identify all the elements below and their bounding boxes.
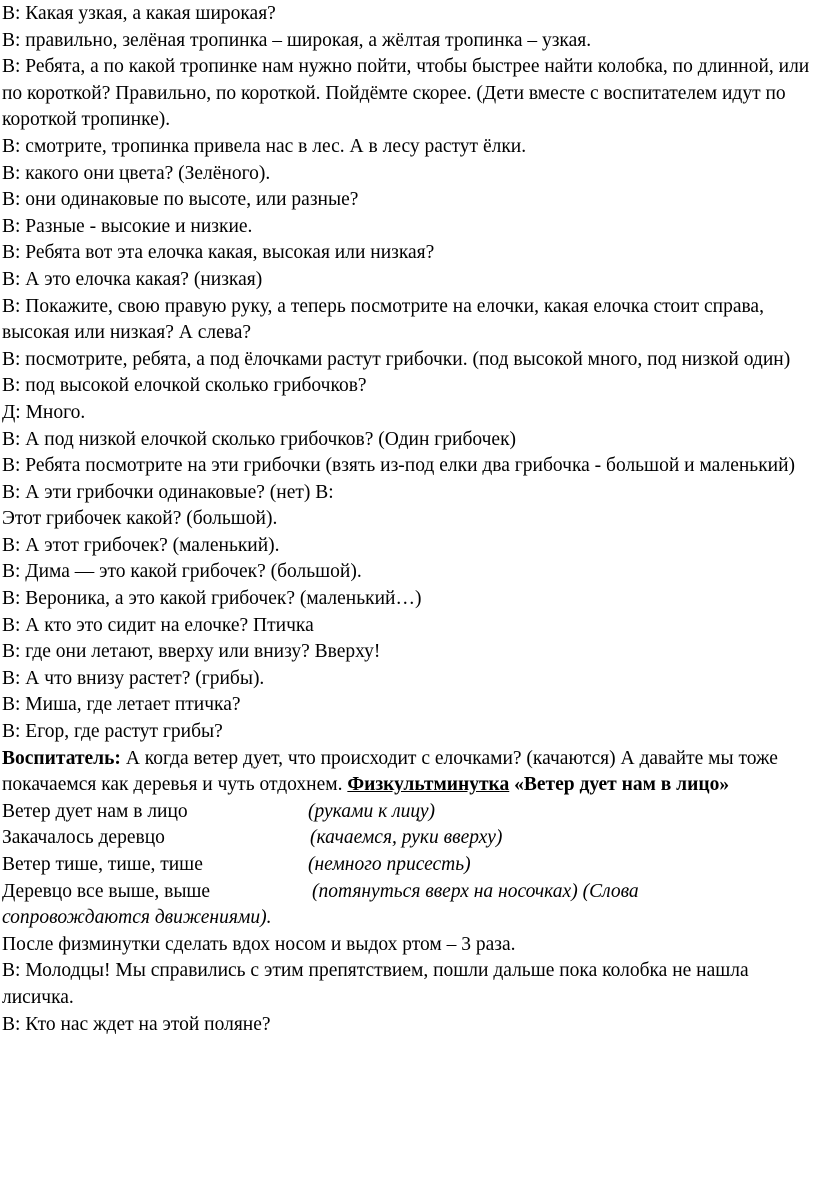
line-22: В: где они летают, вверху или внизу? Вверху! — [2, 641, 381, 663]
line-1: В: Какая узкая, а какая широкая? — [2, 3, 276, 24]
after-line-2: В: Молодцы! Мы справились с этим препятствием, пошли дальше пока колобка не нашла лисичка. — [2, 960, 749, 1008]
line-6: В: они одинаковые по высоте, или разные? — [2, 189, 359, 211]
poem-action: (руками к лицу) — [308, 800, 435, 822]
poem-text: Деревцо все выше, выше — [2, 880, 211, 902]
line-3: В: Ребята, а по какой тропинке нам нужно пойти, чтобы быстрее найти колобка, по длинной, или по короткой? Правильно, по короткой. Пойдёмте скорее. (Дети вместе с воспитателем идут по короткой тропинке). — [2, 56, 810, 131]
line-16: В: А эти грибочки одинаковые? (нет) В: — [2, 481, 334, 503]
poem-line — [2, 852, 814, 879]
line-19: В: Дима — это какой грибочек? (большой). — [2, 561, 362, 583]
line-8: В: Ребята вот эта елочка какая, высокая или низкая? — [2, 242, 435, 264]
poem-text: Ветер тише, тише, тише — [2, 854, 203, 875]
line-14: В: А под низкой елочкой сколько грибочков? (Один грибочек) — [2, 428, 517, 450]
teacher-text: А когда ветер дует, что происходит с елочками? (качаются) А давайте мы тоже покачаемся как деревья и чуть отдохнем. — [2, 747, 778, 796]
fizminutka-title: «Ветер дует нам в лицо» — [509, 774, 730, 796]
line-5: В: какого они цвета? (Зелёного). — [2, 162, 271, 184]
line-11: В: посмотрите, ребята, а под ёлочками растут грибочки. (под высокой много, под низкой один) — [2, 348, 791, 370]
teacher-paragraph — [2, 746, 814, 799]
line-21: В: А кто это сидит на елочке? Птичка — [2, 614, 314, 636]
poem-line — [2, 799, 814, 826]
after-line-1: После физминутки сделать вдох носом и выдох ртом – 3 раза. — [2, 933, 516, 955]
poem-action-tail: сопровождаются движениями) — [2, 907, 267, 929]
line-18: В: А этот грибочек? (маленький). — [2, 534, 280, 556]
line-9: В: А это елочка какая? (низкая) — [2, 268, 263, 290]
poem-line — [2, 879, 814, 906]
line-13: Д: Много. — [2, 401, 86, 423]
line-15: В: Ребята посмотрите на эти грибочки (взять из-под елки два грибочка - большой и маленький) — [2, 455, 796, 477]
line-7: В: Разные - высокие и низкие. — [2, 215, 253, 237]
poem-text: Закачалось деревцо — [2, 827, 165, 849]
line-24: В: Миша, где летает птичка? — [2, 694, 241, 716]
fizminutka-label: Физкультминутка — [347, 774, 510, 796]
line-23: В: А что внизу растет? (грибы). — [2, 667, 265, 689]
poem-line — [2, 825, 814, 852]
line-4: В: смотрите, тропинка привела нас в лес. А в лесу растут ёлки. — [2, 135, 527, 157]
line-2: В: правильно, зелёная тропинка – широкая, а жёлтая тропинка – узкая. — [2, 29, 592, 51]
line-20: В: Вероника, а это какой грибочек? (маленький…) — [2, 588, 422, 610]
after-line-3: В: Кто нас ждет на этой поляне? — [2, 1013, 271, 1035]
line-12: В: под высокой елочкой сколько грибочков? — [2, 375, 367, 397]
poem-action-continued: сопровождаются движениями). — [2, 907, 272, 929]
document-page — [2, 1, 814, 1038]
line-10: В: Покажите, свою правую руку, а теперь посмотрите на елочки, какая елочка стоит справа, высокая или низкая? А слева? — [2, 295, 764, 344]
teacher-label: Воспитатель: — [2, 747, 121, 769]
poem-action: (немного присесть) — [308, 854, 471, 875]
line-17: Этот грибочек какой? (большой). — [2, 508, 278, 530]
poem-action: (качаемся, руки вверху) — [310, 827, 503, 849]
poem-text: Ветер дует нам в лицо — [2, 800, 188, 822]
poem-action: (потянуться вверх на носочках) (Слова — [312, 880, 639, 902]
line-25: В: Егор, где растут грибы? — [2, 721, 223, 743]
